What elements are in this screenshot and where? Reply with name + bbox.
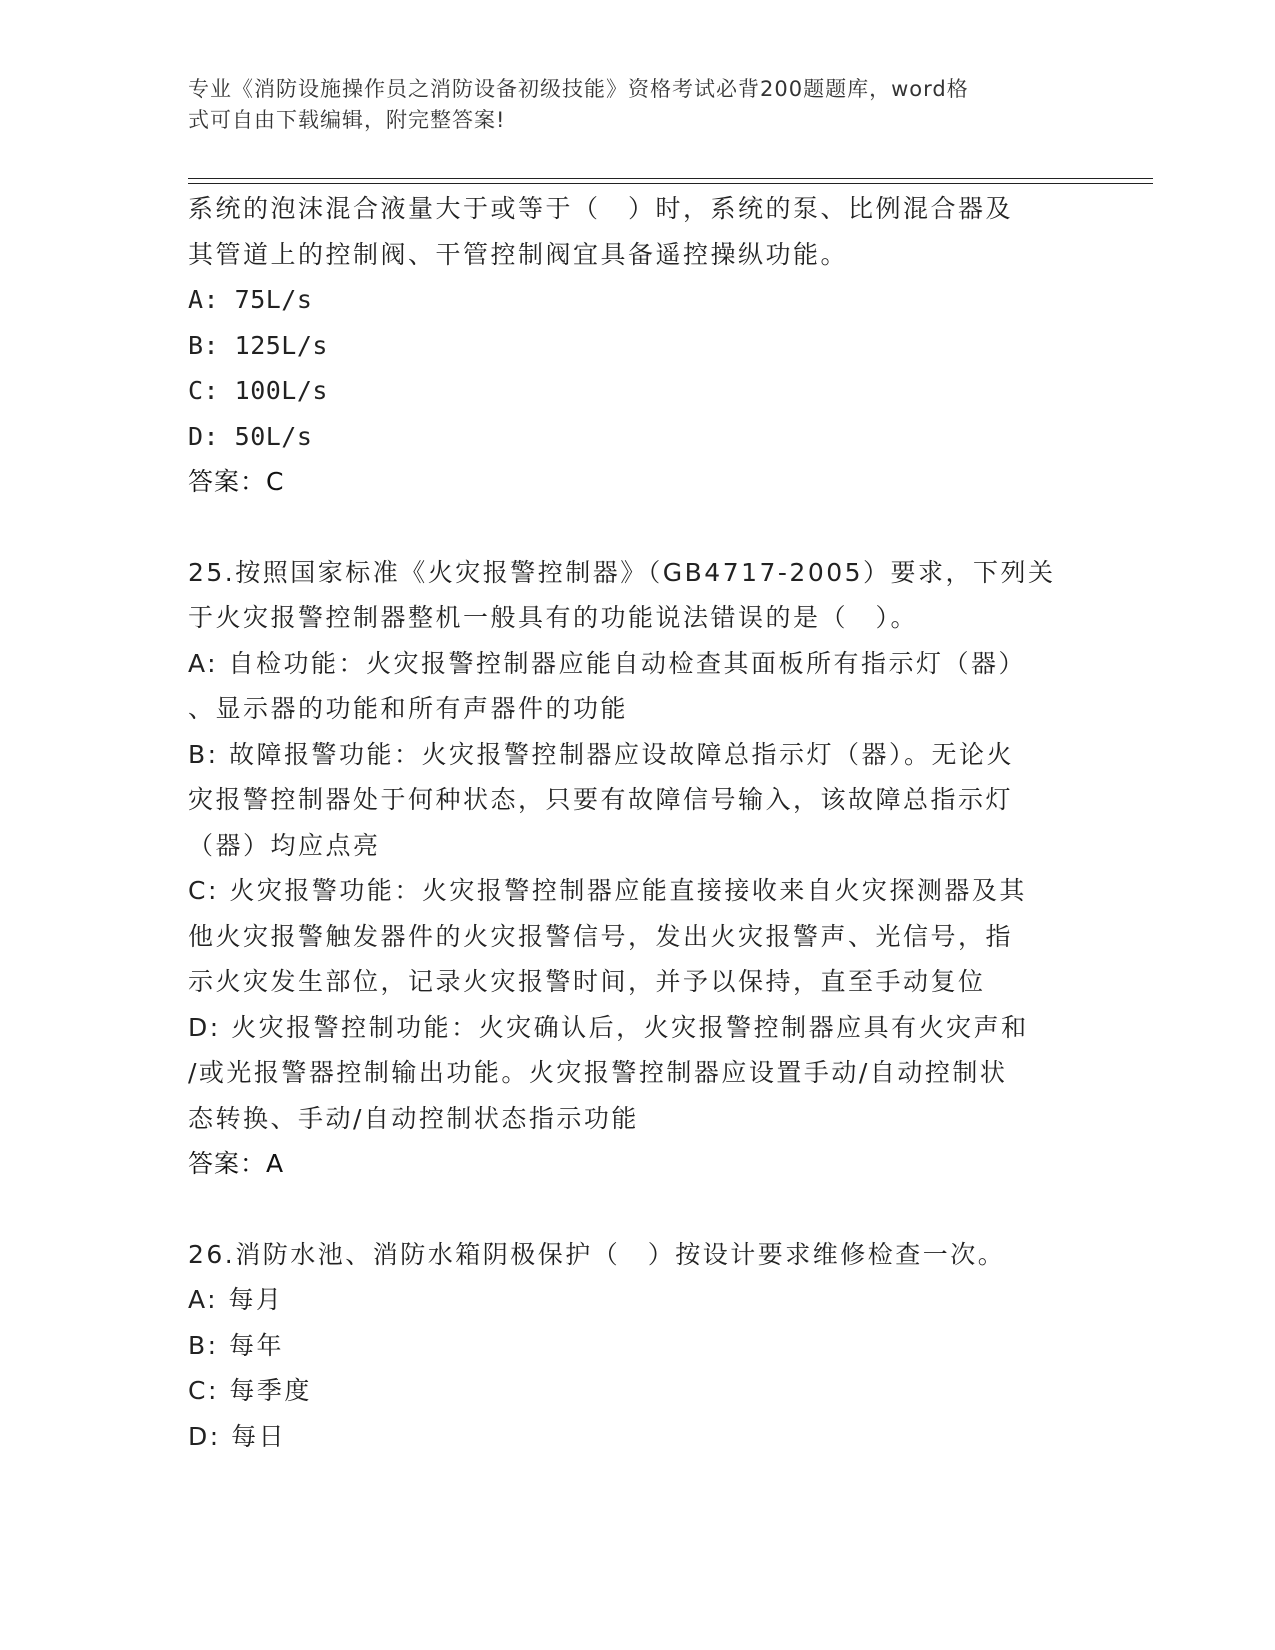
option-b-line: 灾报警控制器处于何种状态，只要有故障信号输入，该故障总指示灯 — [188, 785, 1014, 814]
option-a-line: 、显示器的功能和所有声器件的功能 — [188, 694, 629, 723]
option-c: C: 100L/s — [188, 376, 328, 405]
question-stem-line: 系统的泡沫混合液量大于或等于（ ）时，系统的泵、比例混合器及 — [188, 194, 1014, 223]
question-stem-line: 于火灾报警控制器整机一般具有的功能说法错误的是（ ）。 — [188, 603, 919, 632]
option-b-line: （器）均应点亮 — [188, 830, 381, 860]
option-d-line: 态转换、手动/自动控制状态指示功能 — [188, 1103, 639, 1133]
option-b: B: 每年 — [188, 1330, 285, 1360]
option-d-line: /或光报警器控制输出功能。火灾报警控制器应设置手动/自动控制状 — [188, 1058, 1008, 1087]
question-stem-line: 25.按照国家标准《火灾报警控制器》（GB4717-2005）要求，下列关 — [188, 557, 1056, 587]
option-a-line: A: 自检功能：火灾报警控制器应能自动检查其面板所有指示灯（器） — [188, 648, 1027, 678]
header-divider-top — [188, 178, 1153, 179]
spacer — [188, 1187, 1078, 1232]
option-a: A: 每月 — [188, 1285, 284, 1314]
question-stem-line: 其管道上的控制阀、干管控制阀宜具备遥控操纵功能。 — [188, 239, 849, 269]
question-list — [188, 186, 1078, 1459]
question-26 — [188, 1232, 1078, 1460]
header-divider-bottom — [188, 183, 1153, 184]
option-c-line: 他火灾报警触发器件的火灾报警信号，发出火灾报警声、光信号，指 — [188, 921, 1014, 951]
header-line-1: 专业《消防设施操作员之消防设备初级技能》资格考试必背200题题库，word格 — [188, 77, 969, 101]
answer-label: 答案：C — [188, 467, 285, 496]
option-d-line: D: 火灾报警控制功能：火灾确认后，火灾报警控制器应具有火灾声和 — [188, 1012, 1029, 1042]
answer-label: 答案：A — [188, 1149, 285, 1178]
option-a: A: 75L/s — [188, 285, 313, 314]
option-d: D: 50L/s — [188, 421, 313, 451]
spacer — [188, 505, 1078, 550]
option-c-line: 示火灾发生部位，记录火灾报警时间，并予以保持，直至手动复位 — [188, 967, 986, 996]
header-line-2: 式可自由下载编辑，附完整答案! — [188, 108, 506, 132]
option-c-line: C: 火灾报警功能：火灾报警控制器应能直接接收来自火灾探测器及其 — [188, 876, 1027, 905]
question-stem-line: 26.消防水池、消防水箱阴极保护（ ）按设计要求维修检查一次。 — [188, 1239, 1006, 1269]
question-25 — [188, 550, 1078, 1187]
option-d: D: 每日 — [188, 1421, 287, 1451]
option-b: B: 125L/s — [188, 330, 328, 360]
question-24 — [188, 186, 1078, 505]
option-b-line: B: 故障报警功能：火灾报警控制器应设故障总指示灯（器）。无论火 — [188, 739, 1015, 769]
document-header — [188, 74, 1068, 136]
option-c: C: 每季度 — [188, 1376, 312, 1405]
